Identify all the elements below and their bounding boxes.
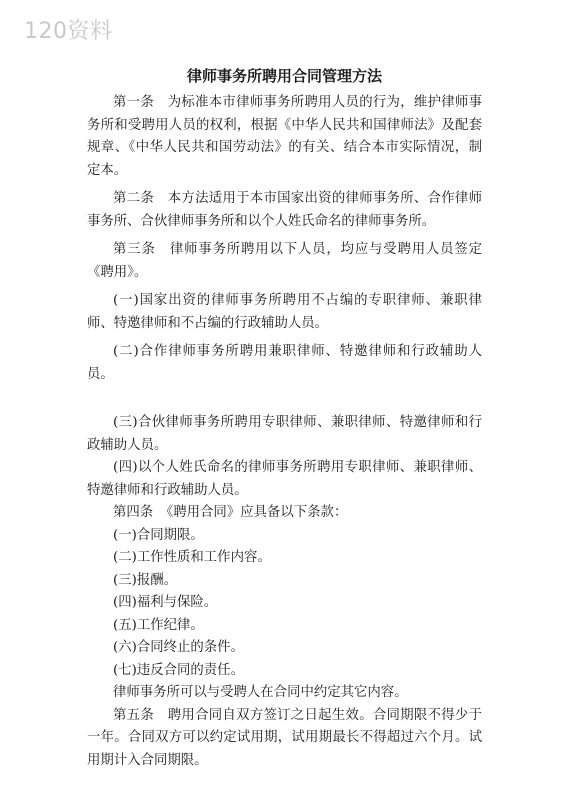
document-title: 律师事务所聘用合同管理方法	[186, 67, 382, 85]
article-4-other: 律师事务所可以与受聘人在合同中约定其它内容。	[113, 685, 408, 700]
article-3-item-2: (二)合作律师事务所聘用兼职律师、特邀律师和行政辅助人员。	[87, 344, 482, 382]
article-2: 第二条 本方法适用于本市国家出资的律师事务所、合作律师事务所、合伙律师事务所和以个人姓氏命名的律师事务所。	[87, 191, 482, 229]
article-3-item-1: (一)国家出资的律师事务所聘用不占编的专职律师、兼职律师、特邀律师和不占编的行政辅助人员。	[87, 293, 482, 331]
article-1: 第一条 为标准本市律师事务所聘用人员的行为，维护律师事务所和受聘用人员的权利，根据《中华人民共和国律师法》及配套规章、《中华人民共和国劳动法》的有关、结合本市实际情况，制定本。	[87, 95, 482, 178]
article-4-item-6: (六)合同终止的条件。	[113, 640, 244, 655]
watermark: 120资料	[24, 19, 113, 44]
article-4-item-2: (二)工作性质和工作内容。	[113, 550, 271, 565]
article-5: 第五条 聘用合同自双方签订之日起生效。合同期限不得少于一年。合同双方可以约定试用期，试用期最长不得超过六个月。试用期计入合同期限。	[87, 707, 482, 768]
article-4: 第四条 《聘用合同》应具备以下条款：	[113, 505, 348, 520]
article-4-item-5: (五)工作纪律。	[113, 617, 204, 633]
article-3-item-4: (四)以个人姓氏命名的律师事务所聘用专职律师、兼职律师、特邀律师和行政辅助人员。	[87, 460, 482, 498]
article-3-item-3: (三)合伙律师事务所聘用专职律师、兼职律师、特邀律师和行政辅助人员。	[87, 415, 482, 453]
article-4-item-7: (七)违反合同的责任。	[113, 662, 244, 678]
article-4-item-1: (一)合同期限。	[113, 527, 204, 543]
article-3: 第三条 律师事务所聘用以下人员，均应与受聘用人员签定《聘用》。	[87, 242, 482, 280]
article-4-item-4: (四)福利与保险。	[113, 595, 218, 610]
document-body	[87, 64, 482, 772]
article-4-item-3: (三)报酬。	[113, 572, 178, 588]
